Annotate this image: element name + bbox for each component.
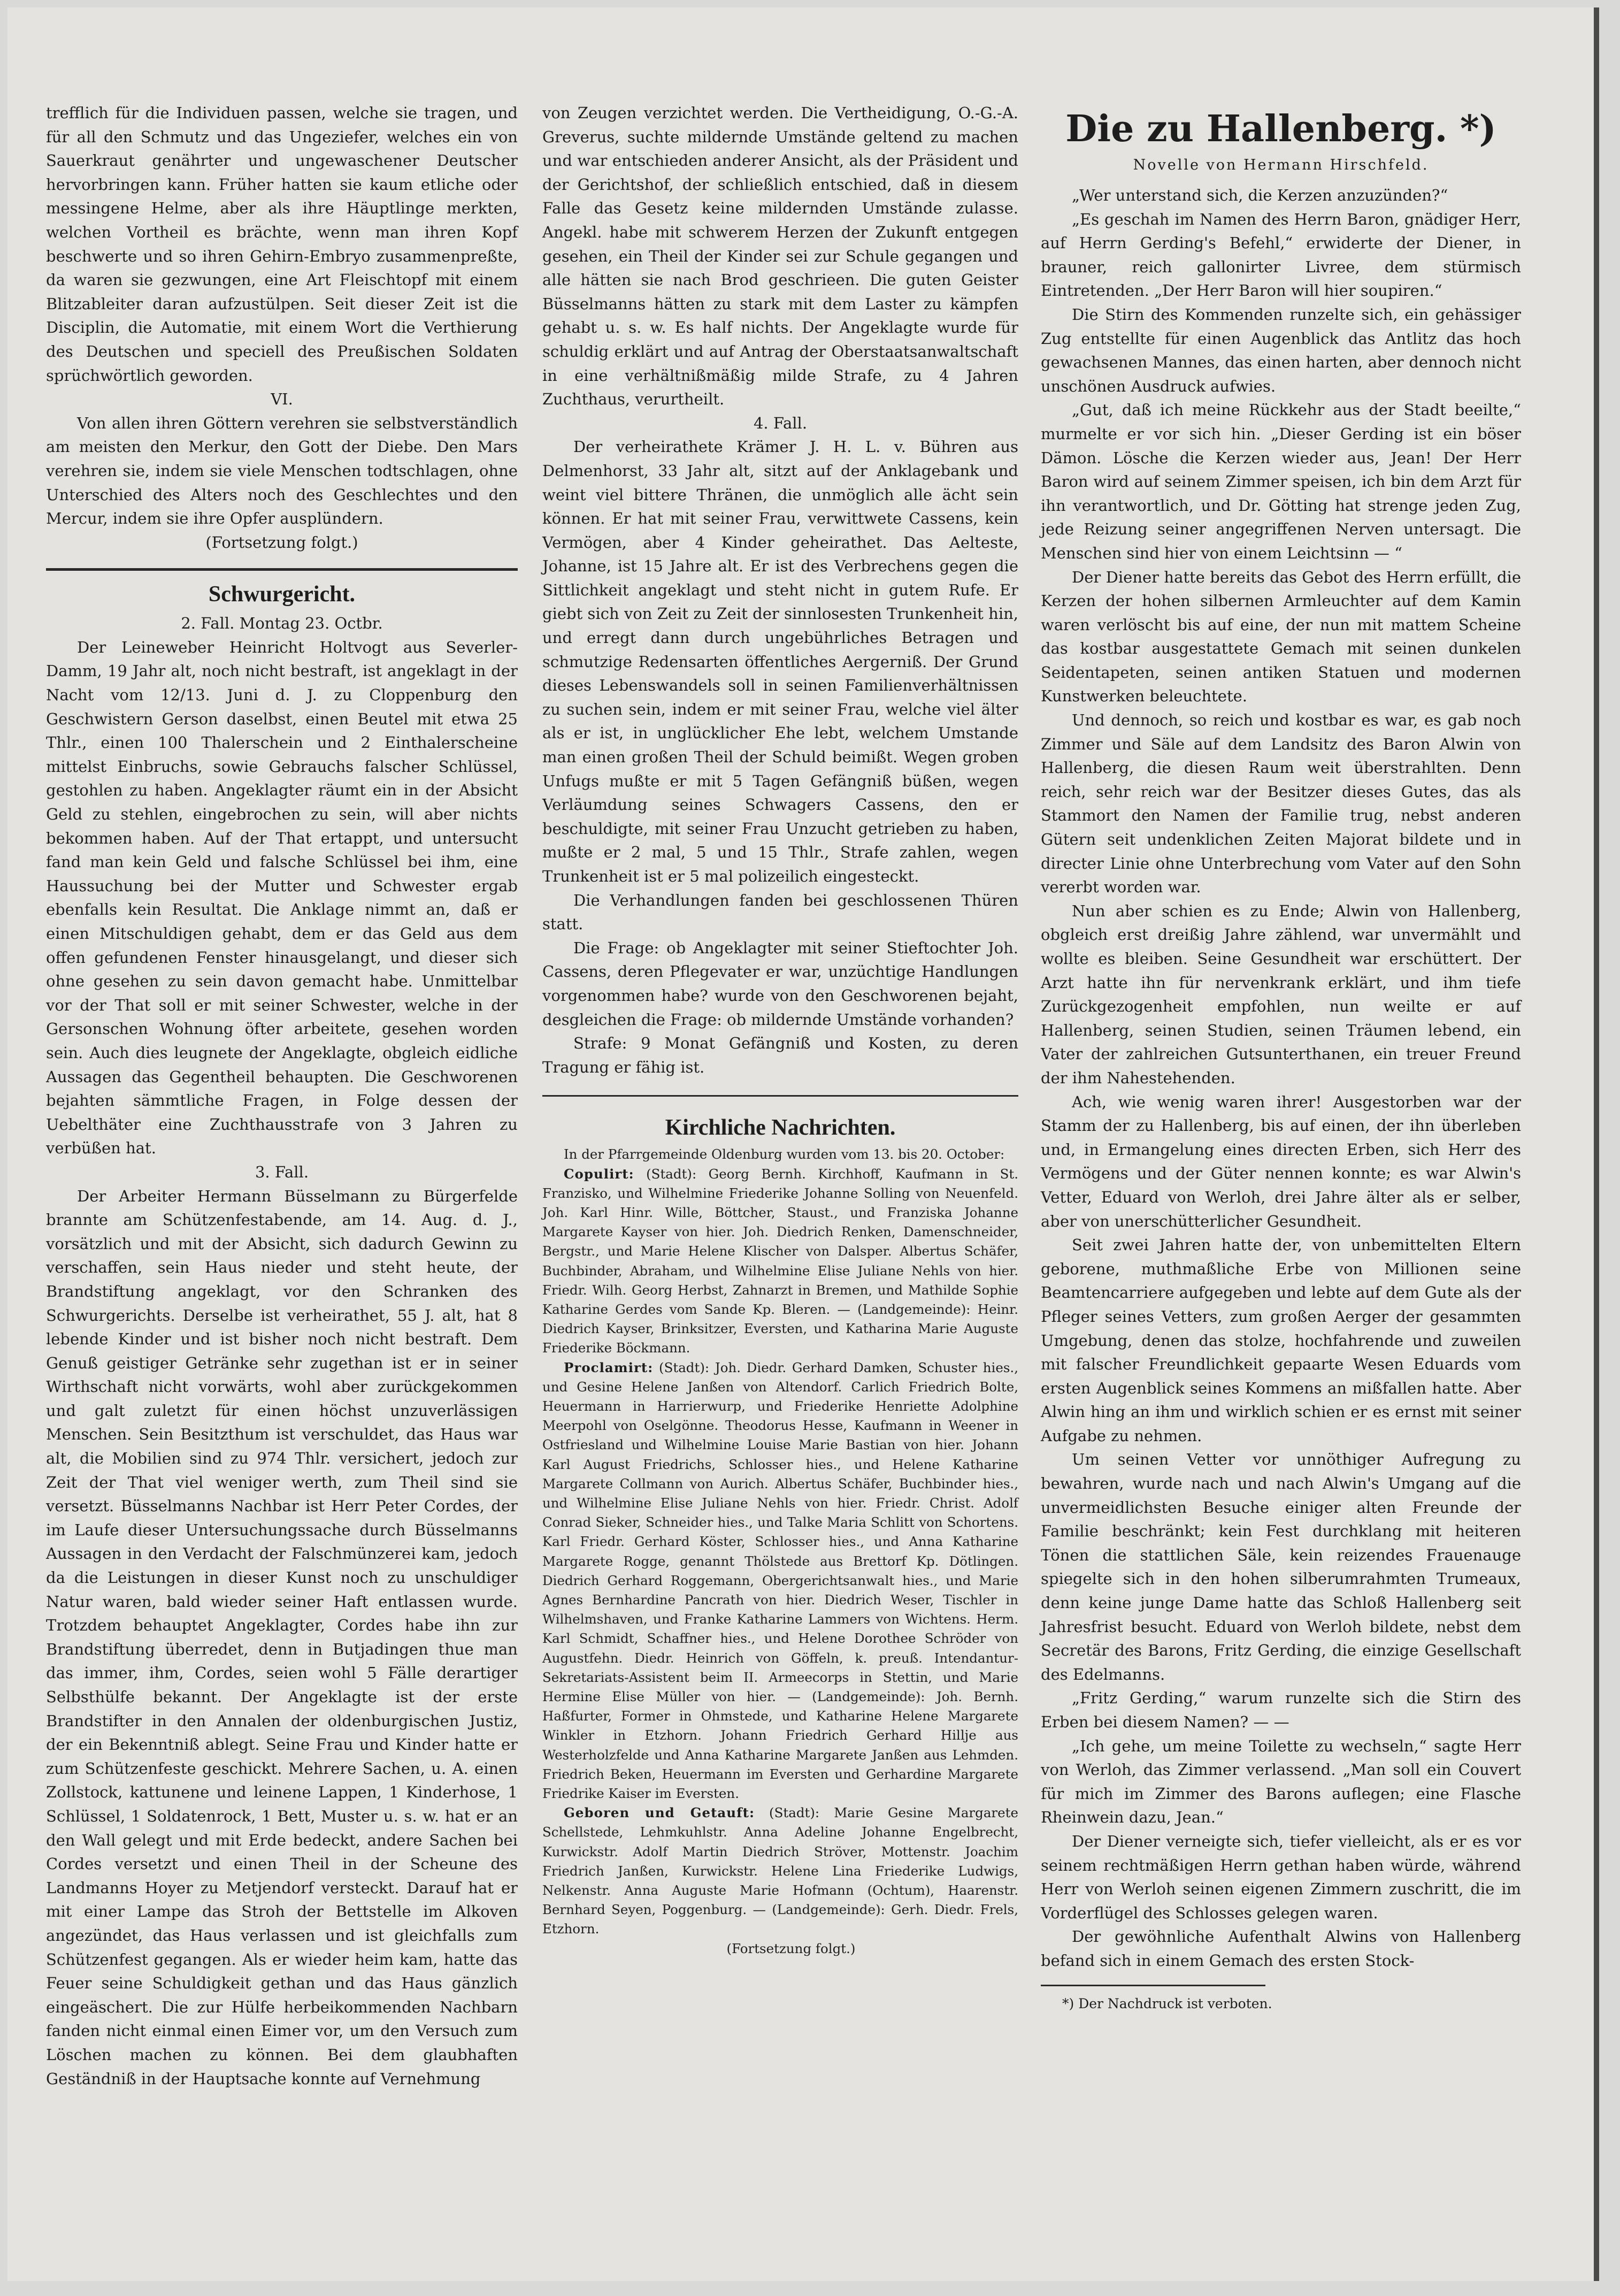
copulirt-text: (Stadt): Georg Bernh. Kirchhoff, Kaufmann in St. Franzisko, und Wilhelmine Friederike Johanne Solling von Neuenfeld. Joh. Karl Hinr. Wille, Böttcher, Staust., und Franziska Johanne Margarete Kayser von hier. Joh. Diedrich Renken, Damenschneider, Bergstr., und Marie Helene Klischer von Dalsper. Albertus Schäfer, Buchbinder, Abraham, und Wilhelmine Elise Juliane Nehls von hier. Friedr. Wilh. Georg Herbst, Zahnarzt in Bremen, und Mathilde Sophie Katharine Gerdes vom Sande Kp. Bleren. — (Landgemeinde): Heinr. Diedrich Kayser, Brinksitzer, Eversten, und Katharina Marie Auguste Friederike Böckmann. bbox=[542, 1166, 1018, 1356]
column-right bbox=[1041, 101, 1521, 2014]
story-paragraph: „Gut, daß ich meine Rückkehr aus der Stadt beeilte,“ murmelte er vor sich hin. „Dieser Gerding ist ein böser Dämon. Lösche die Kerzen wieder aus, Jean! Der Herr Baron wird auf seinem Zimmer speisen, ich bin dem Arzt für ihn verantwortlich, und Dr. Götting hat strenge jeden Zug, jede Reizung seiner angegriffenen Nerven untersagt. Die Menschen sind hier von einem Leichtsinn — “ bbox=[1041, 401, 1521, 562]
article-paragraph: Der Leineweber Heinricht Holtvogt aus Severler-Damm, 19 Jahr alt, noch nicht bestraft, ist angeklagt in der Nacht vom 12/13. Juni d. J. zu Cloppenburg den Geschwistern Gerson daselbst, einen Beutel mit etwa 25 Thlr., einen 100 Thalerschein und 2 Einthalerscheine mittelst Einbruchs, sowie Gebrauchs falscher Schlüssel, gestohlen zu haben. Angeklagter räumt ein in der Absicht Geld zu stehlen, eingebrochen zu sein, will aber nichts bekommen haben. Auf der That ertappt, und untersucht fand man kein Geld und falsche Schlüssel bei ihm, eine Haussuchung bei der Mutter und Schwester ergab ebenfalls kein Resultat. Die Anklage nimmt an, daß er einen Mitschuldigen gehabt, dem er das Geld aus dem offen gefundenen Fenster hinausgelangt, und dieser sich ohne gesehen zu sein davon gemacht habe. Unmittelbar vor der That soll er mit seiner Schwester, welche in der Gersonschen Wohnung öfter arbeitete, gesehen worden sein. Auch dies leugnete der Angeklagte, obgleich eidliche Aussagen das Gegentheil behaupten. Die Geschworenen bejahten sämmtliche Fragen, in Folge dessen der Uebelthäter eine Zuchthausstrafe von 3 Jahren zu verbüßen hat. bbox=[46, 638, 518, 1158]
case-heading: 4. Fall. bbox=[753, 414, 808, 432]
article-paragraph: Die Frage: ob Angeklagter mit seiner Stieftochter Joh. Cassens, deren Pflegevater er war, unzüchtige Handlungen vorgenommen habe? wurde von den Geschworenen bejaht, desgleichen die Frage: ob mildernde Umstände vorhanden? bbox=[542, 938, 1018, 1029]
section-heading-schwurgericht: Schwurgericht. bbox=[208, 582, 356, 607]
story-paragraph: „Fritz Gerding,“ warum runzelte sich die Stirn des Erben bei diesem Namen? — — bbox=[1041, 1689, 1521, 1731]
article-paragraph: Der Arbeiter Hermann Büsselmann zu Bürgerfelde brannte am Schützenfestabende, am 14. Aug. d. J., vorsätzlich und mit der Absicht, sich dadurch Gewinn zu verschaffen, sein Haus nieder und steht heute, der Brandstiftung angeklagt, vor den Schranken des Schwurgerichts. Derselbe ist verheirathet, 55 J. alt, hat 8 lebende Kinder und ist bisher noch nicht bestraft. Dem Genuß geistiger Getränke sehr zugethan ist er in seiner Wirthschaft nicht vorwärts, wohl aber zurückgekommen und galt zuletzt für einen höchst unzuverlässigen Menschen. Sein Besitzthum ist verschuldet, das Haus war alt, die Mobilien sind zu 974 Thlr. versichert, jedoch zur Zeit der That viel weniger werth, zum Theil sind sie versetzt. Büsselmanns Nachbar ist Herr Peter Cordes, der im Laufe dieser Untersuchungssache durch Büsselmanns Aussagen in den Verdacht der Falschmünzerei kam, jedoch da die Leistungen in dieser Kunst noch zu unschuldiger Natur waren, bald wieder seiner Haft entlassen wurde. Trotzdem behauptet Angeklagter, Cordes habe ihn zur Brandstiftung überredet, denn in Butjadingen thue man das immer, ihm, Cordes, seien wohl 5 Fälle derartiger Selbsthülfe bekannt. Der Angeklagte ist der erste Brandstifter in den Annalen der oldenburgischen Justiz, der ein Bekenntniß ablegt. Seine Frau und Kinder hatte er zum Schützenfeste geschickt. Mehrere Sachen, u. A. einen Zollstock, kattunene und leinene Lappen, 1 Kinderhose, 1 Schlüssel, 1 Soldatenrock, 1 Bett, Muster u. s. w. hat er an den Wall gelegt und mit Erde bedeckt, andere Sachen bei Cordes versetzt und einen Theil in der Scheune des Landmanns Hoyer zu Metjendorf versteckt. Darauf hat er mit einer Lampe das Stroh der Bettstelle im Alkoven angezündet, das Haus verlassen und ist gleichfalls zum Schützenfest gegangen. Als er wieder heim kam, hatte das Feuer seine Schuldigkeit gethan und das Haus gänzlich eingeäschert. Die zur Hülfe herbeikommenden Nachbarn fanden nicht einmal einen Eimer vor, um den Versuch zum Löschen machen zu können. Bei dem glaubhaften Geständniß in der Hauptsache konnte auf Vernehmung bbox=[46, 1187, 518, 2088]
article-paragraph: Von allen ihren Göttern verehren sie selbstverständlich am meisten den Merkur, den Gott der Diebe. Den Mars verehren sie, indem sie viele Menschen todtschlagen, ohne Unterschied des Alters noch des Geschlechtes und den Mercur, indem sie ihre Opfer ausplündern. bbox=[46, 414, 518, 528]
story-paragraph: „Ich gehe, um meine Toilette zu wechseln,“ sagte Herr von Werloh, das Zimmer verlassend. „Man soll ein Couvert für mich im Zimmer des Barons auflegen; eine Flasche Rheinwein dazu, Jean.“ bbox=[1041, 1736, 1521, 1827]
continuation-note: (Fortsetzung folgt.) bbox=[726, 1940, 856, 1956]
copulirt-label: Copulirt: bbox=[564, 1166, 634, 1182]
story-paragraph: Der Diener hatte bereits das Gebot des Herrn erfüllt, die Kerzen der hohen silbernen Armleuchter auf dem Kamin waren verlöscht bis auf eine, der nun mit mattem Scheine das kostbar ausgestattete Gemach mit seinen dunkelen Seidentapeten, seinen antiken Statuen und modernen Kunstwerken beleuchtete. bbox=[1041, 568, 1521, 706]
column-middle bbox=[542, 101, 1018, 1958]
geboren-text: (Stadt): Marie Gesine Margarete Schellstede, Lehmkuhlstr. Anna Adeline Johanne Engelbrecht, Kurwickstr. Adolf Martin Diedrich Ströver, Mottenstr. Joachim Friedrich Janßen, Kurwickstr. Helene Lina Friederike Ludwigs, Nelkenstr. Anna Auguste Marie Hofmann (Ochtum), Haarenstr. Bernhard Seyen, Poggenburg. — (Landgemeinde): Gerh. Diedr. Frels, Etzhorn. bbox=[542, 1805, 1018, 1937]
newspaper-page bbox=[7, 7, 1599, 2281]
story-byline: Novelle von Hermann Hirschfeld. bbox=[1133, 157, 1429, 173]
case-heading: 3. Fall. bbox=[255, 1162, 309, 1181]
article-paragraph: trefflich für die Individuen passen, welche sie tragen, und für all den Schmutz und das Ungeziefer, welches ein von Sauerkraut genährter und ungewaschener Deutscher hervorbringen kann. Früher hatten sie kaum etliche oder messingene Helme, aber als ihre Häuptlinge merkten, welchen Vortheil es brächte, wenn man ihren Kopf beschwerte und so ihren Gehirn-Embryo zusammenpreßte, da waren sie gezwungen, eine Art Fleischtopf mit einem Blitzableiter daran aufzustülpen. Seit dieser Zeit ist die Disciplin, die Automatie, mit einem Wort die Verthierung des Deutschen und speciell des Preußischen Soldaten sprüchwörtlich geworden. bbox=[46, 104, 518, 385]
story-paragraph: Die Stirn des Kommenden runzelte sich, ein gehässiger Zug entstellte für einen Augenblick das Antlitz das hoch gewachsenen Mannes, das einen harten, aber dennoch nicht unschönen Ausdruck aufwies. bbox=[1041, 305, 1521, 395]
story-paragraph: Der gewöhnliche Aufenthalt Alwins von Hallenberg befand sich in einem Gemach des ersten Stock- bbox=[1041, 1927, 1521, 1970]
footnote-divider bbox=[1041, 1985, 1265, 1986]
case-heading: 2. Fall. Montag 23. Octbr. bbox=[181, 614, 383, 633]
story-paragraph: Ach, wie wenig waren ihrer! Ausgestorben war der Stamm der zu Hallenberg, bis auf einen, der ihn überleben und, in Ermangelung eines directen Erben, sich Herr des Vermögens und der Güter nennen konnte; es war Alwin's Vetter, Eduard von Werloh, drei Jahre älter als er selber, aber von unerschütterlicher Gesundheit. bbox=[1041, 1092, 1521, 1230]
article-paragraph: von Zeugen verzichtet werden. Die Vertheidigung, O.-G.-A. Greverus, suchte mildernde Umstände geltend zu machen und war entschieden anderer Ansicht, als der Präsident und der Gerichtshof, der schließlich entschied, daß in diesem Falle das Gesetz keine mildernden Umstände zulasse. Angekl. habe mit schwerem Herzen der Zukunft entgegen gesehen, ein Theil der Kinder sei zur Schule gegangen und alle hätten sie nach Brod geschrieen. Die guten Geister Büsselmanns hätten zu stark mit dem Laster zu kämpfen gehabt u. s. w. Es half nichts. Der Angeklagte wurde für schuldig erklärt und auf Antrag der Oberstaatsanwaltschaft in eine verhältnißmäßig milde Strafe, zu 4 Jahren Zuchthaus, verurtheilt. bbox=[542, 104, 1018, 409]
section-number: VI. bbox=[271, 390, 293, 409]
story-paragraph: Und dennoch, so reich und kostbar es war, es gab noch Zimmer und Säle auf dem Landsitz des Baron Alwin von Hallenberg, die diesen Raum weit überstrahlten. Denn reich, sehr reich war der Besitzer dieses Gutes, das als Stammort den Namen der Familie trug, nebst anderen Gütern seit undenklichen Zeiten Majorat bildete und in directer Linie ohne Unterbrechung vom Vater auf den Sohn vererbt worden war. bbox=[1041, 711, 1521, 897]
footnote: *) Der Nachdruck ist verboten. bbox=[1062, 1995, 1272, 2011]
church-intro: In der Pfarrgemeinde Oldenburg wurden vom 13. bis 20. October: bbox=[564, 1146, 1005, 1162]
church-news bbox=[542, 1145, 1018, 1958]
story-paragraph: „Es geschah im Namen des Herrn Baron, gnädiger Herr, auf Herrn Gerding's Befehl,“ erwiderte der Diener, in brauner, reich gallonirter Livree, dem stürmisch Eintretenden. „Der Herr Baron will hier soupiren.“ bbox=[1041, 210, 1521, 300]
church-proclamirt bbox=[542, 1358, 1018, 1804]
story-paragraph: Nun aber schien es zu Ende; Alwin von Hallenberg, obgleich erst dreißig Jahre zählend, war unvermählt und wollte es bleiben. Seine Gesundheit war erschüttert. Der Arzt hatte ihn für nervenkrank erklärt, und ihm tiefe Zurückgezogenheit empfohlen, nun weilte er auf Hallenberg, seinen Studien, seinen Träumen lebend, ein Vater der zahlreichen Gutsunterthanen, ein treuer Freund der ihm Nahestehenden. bbox=[1041, 901, 1521, 1087]
story-paragraph: Seit zwei Jahren hatte der, von unbemittelten Eltern geborene, muthmaßliche Erbe von Millionen seine Beamtencarriere aufgegeben und lebte auf dem Gute als der Pfleger seines Vetters, zum großen Aerger der gesammten Umgebung, denen das stolze, hochfahrende und zuweilen mit falscher Freundlichkeit gepaarte Wesen Eduards vom ersten Augenblick seines Kommens an mißfallen hatte. Aber Alwin hing an ihm und wirklich schien er es ernst mit seiner Aufgabe zu nehmen. bbox=[1041, 1236, 1521, 1445]
proclamirt-text: (Stadt): Joh. Diedr. Gerhard Damken, Schuster hies., und Gesine Helene Janßen von Altendorf. Carlich Friedrich Bolte, Heuermann in Harrierwurp, und Friederike Henriette Adolphine Meerpohl von Oselgönne. Theodorus Hesse, Kaufmann in Weener in Ostfriesland und Wilhelmine Louise Marie Bastian von hier. Johann Karl August Friedrichs, Schlosser hies., und Helene Katharine Margarete Collmann von Aurich. Albertus Schäfer, Buchbinder hies., und Wilhelmine Elise Juliane Nehls von hier. Friedr. Christ. Adolf Conrad Sieker, Schneider hies., und Talke Maria Schlitt von Schortens. Karl Friedr. Gerhard Köster, Schlosser hies., und Anna Katharine Margarete Rogge, genannt Thölstede aus Brettorf Kp. Dötlingen. Diedrich Gerhard Roggemann, Obergerichtsanwalt hies., und Marie Agnes Bernhardine Pancrath von hier. Diedrich Weser, Tischler in Wilhelmshaven, und Franke Katharine Lammers von Wichtens. Herm. Karl Schmidt, Schaffner hies., und Helene Dorothee Schröder von Augustfehn. Diedr. Heinrich von Göffeln, k. preuß. Intendantur-Sekretariats-Assistent beim II. Armeecorps in Stettin, und Marie Hermine Elise Müller von hier. — (Landgemeinde): Joh. Bernh. Haßfurter, Former in Ohmstede, und Katharine Helene Margarete Winkler in Etzhorn. Johann Friedrich Gerhard Hillje aus Westerholzfelde und Anna Katharine Margarete Janßen aus Lehmden. Friedrich Beken, Heuermann im Eversten und Gerhardine Margarete Friedrike Kaiser im Eversten. bbox=[542, 1359, 1018, 1802]
story-paragraph: Der Diener verneigte sich, tiefer vielleicht, als er es vor seinem rechtmäßigen Herrn gethan haben würde, während Herr von Werloh seinen eigenen Zimmern zuschritt, die im Vorderflügel des Schlosses gelegen waren. bbox=[1041, 1832, 1521, 1922]
story-paragraph: „Wer unterstand sich, die Kerzen anzuzünden?“ bbox=[1072, 186, 1448, 204]
divider bbox=[542, 1095, 1018, 1097]
story-title: Die zu Hallenberg. *) bbox=[1065, 108, 1496, 150]
article-paragraph: Die Verhandlungen fanden bei geschlossenen Thüren statt. bbox=[542, 891, 1018, 933]
proclamirt-label: Proclamirt: bbox=[564, 1359, 654, 1375]
continuation-note: (Fortsetzung folgt.) bbox=[205, 533, 358, 552]
section-heading-kirchliche: Kirchliche Nachrichten. bbox=[665, 1115, 896, 1141]
divider bbox=[46, 568, 518, 571]
geboren-label: Geboren und Getauft: bbox=[564, 1805, 755, 1821]
article-paragraph: Der verheirathete Krämer J. H. L. v. Bühren aus Delmenhorst, 33 Jahr alt, sitzt auf der Anklagebank und weint viel bittere Thränen, die unmöglich alle ächt sein können. Er hat mit seiner Frau, verwittwete Cassens, kein Vermögen, aber 4 Kinder geheirathet. Das Aelteste, Johanne, ist 15 Jahre alt. Er ist des Verbrechens gegen die Sittlichkeit angeklagt und steht nicht in gutem Rufe. Er giebt sich von Zeit zu Zeit der sinnlosesten Trunkenheit hin, und erregt dann durch ungebührliches Betragen und schmutzige Redensarten öffentliches Aergerniß. Der Grund dieses Lebenswandels soll in seinen Familienverhältnissen zu suchen sein, indem er mit seiner Frau, welche viel älter als er ist, in unglücklicher Ehe lebt, welchem Umstande man einen großen Theil der Schuld beimißt. Wegen groben Unfugs mußte er mit 5 Tagen Gefängniß büßen, wegen Verläumdung seines Schwagers Cassens, den er beschuldigte, mit seiner Frau Unzucht getrieben zu haben, mußte er 2 mal, 5 und 15 Thlr., Strafe zahlen, wegen Trunkenheit ist er 5 mal polizeilich eingesteckt. bbox=[542, 438, 1018, 885]
church-geboren bbox=[542, 1803, 1018, 1939]
church-copulirt bbox=[542, 1165, 1018, 1358]
column-left bbox=[46, 101, 518, 2091]
story-paragraph: Um seinen Vetter vor unnöthiger Aufregung zu bewahren, wurde nach und nach Alwin's Umgang auf die unvermeidlichsten Besuche einiger alten Freunde der Familie beschränkt; kein Fest durchklang mit heiteren Tönen die stattlichen Säle, kein reizendes Frauenauge spiegelte sich in den hohen silberumrahmten Trumeaux, denn keine junge Dame hatte das Schloß Hallenberg seit Jahresfrist besucht. Eduard von Werloh bildete, nebst dem Secretär des Barons, Fritz Gerding, die einzige Gesellschaft des Edelmanns. bbox=[1041, 1450, 1521, 1683]
article-paragraph: Strafe: 9 Monat Gefängniß und Kosten, zu deren Tragung er fähig ist. bbox=[542, 1034, 1018, 1076]
